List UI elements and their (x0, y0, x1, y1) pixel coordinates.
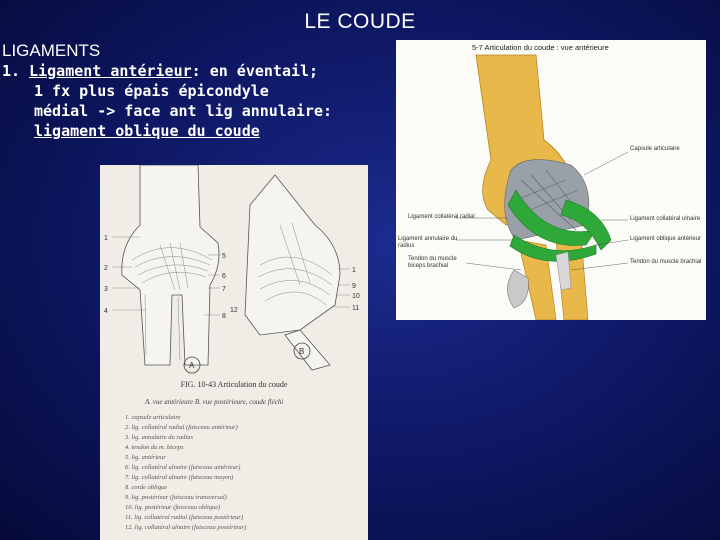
callout-mid-8: 8 (222, 313, 226, 320)
callout-12: 12 (230, 307, 238, 314)
figure-subcaption: A. vue antérieure B. vue postérieure, coude fléchi (145, 398, 284, 406)
elbow-diagram-color (396, 40, 706, 320)
figure-b-label: B (299, 347, 305, 356)
label-brachial: Tendon du muscle brachial (630, 259, 702, 265)
color-figure-title: 5-7 Articulation du coude : vue antérieure (472, 43, 609, 52)
label-lcu: Ligament collatéral ulnaire (630, 216, 701, 222)
slide-title: LE COUDE (304, 10, 416, 33)
callout-left-3: 3 (104, 286, 108, 293)
callout-mid-6: 6 (222, 273, 226, 280)
callout-right-9: 9 (352, 283, 356, 290)
legend-item: 11. lig. collatéral radial (faisceau postérieur) (125, 514, 244, 521)
section-heading: LIGAMENTS (2, 41, 101, 60)
text-line-1 (2, 61, 382, 81)
legend-item: 9. lig. postérieur (faisceau transversal) (125, 494, 227, 501)
elbow-diagram-bw (100, 165, 368, 540)
text-line-4: ligament oblique du coude (34, 122, 260, 140)
callout-left-4: 4 (104, 308, 108, 315)
legend-item: 10. lig. postérieur (faisceau oblique) (125, 504, 221, 511)
legend-item: 12. lig. collatéral ulnaire (faisceau postérieur) (125, 524, 247, 531)
figure-caption: FIG. 10-43 Articulation du coude (180, 380, 288, 389)
legend-item: 7. lig. collatéral ulnaire (faisceau moyen) (125, 474, 234, 481)
elbow-color-drawing (396, 40, 706, 320)
legend-item: 3. lig. annulaire du radius (125, 434, 194, 441)
legend-item: 2. lig. collatéral radial (faisceau antérieur) (125, 424, 238, 431)
figure-a-label: A (189, 361, 195, 370)
text-line-3: médial -> face ant lig annulaire: (34, 102, 333, 120)
label-oblique: Ligament oblique antérieur (630, 236, 702, 242)
text-line-2: 1 fx plus épais épicondyle (34, 82, 269, 100)
label-biceps: Tendon du muscle biceps brachial (408, 256, 457, 269)
legend-item: 6. lig. collatéral ulnaire (faisceau antérieur) (125, 464, 241, 471)
ligament-name: Ligament antérieur (29, 62, 192, 80)
legend-item: 5. lig. antérieur (125, 454, 166, 461)
callout-right-11: 11 (352, 305, 360, 312)
callout-right-10: 10 (352, 293, 360, 300)
legend-item: 8. corde oblique (125, 484, 168, 491)
legend-item: 4. tendon du m. biceps (125, 444, 184, 451)
elbow-drawings (100, 165, 368, 380)
line1-rest: : en éventail; (191, 62, 319, 80)
item-number: 1. (2, 62, 21, 80)
callout-right-1: 1 (352, 267, 356, 274)
label-lcr: Ligament collatéral radial (408, 214, 475, 220)
callout-left-1: 1 (104, 235, 108, 242)
callout-mid-7: 7 (222, 286, 226, 293)
callout-mid-5: 5 (222, 253, 226, 260)
callout-left-2: 2 (104, 265, 108, 272)
label-capsule: Capsule articulaire (630, 146, 680, 152)
ligament-description (2, 41, 382, 141)
legend-item: 1. capsule articulaire (125, 414, 181, 421)
label-annulaire: Ligament annulaire du radius (398, 236, 458, 249)
figure-legend (125, 413, 365, 533)
